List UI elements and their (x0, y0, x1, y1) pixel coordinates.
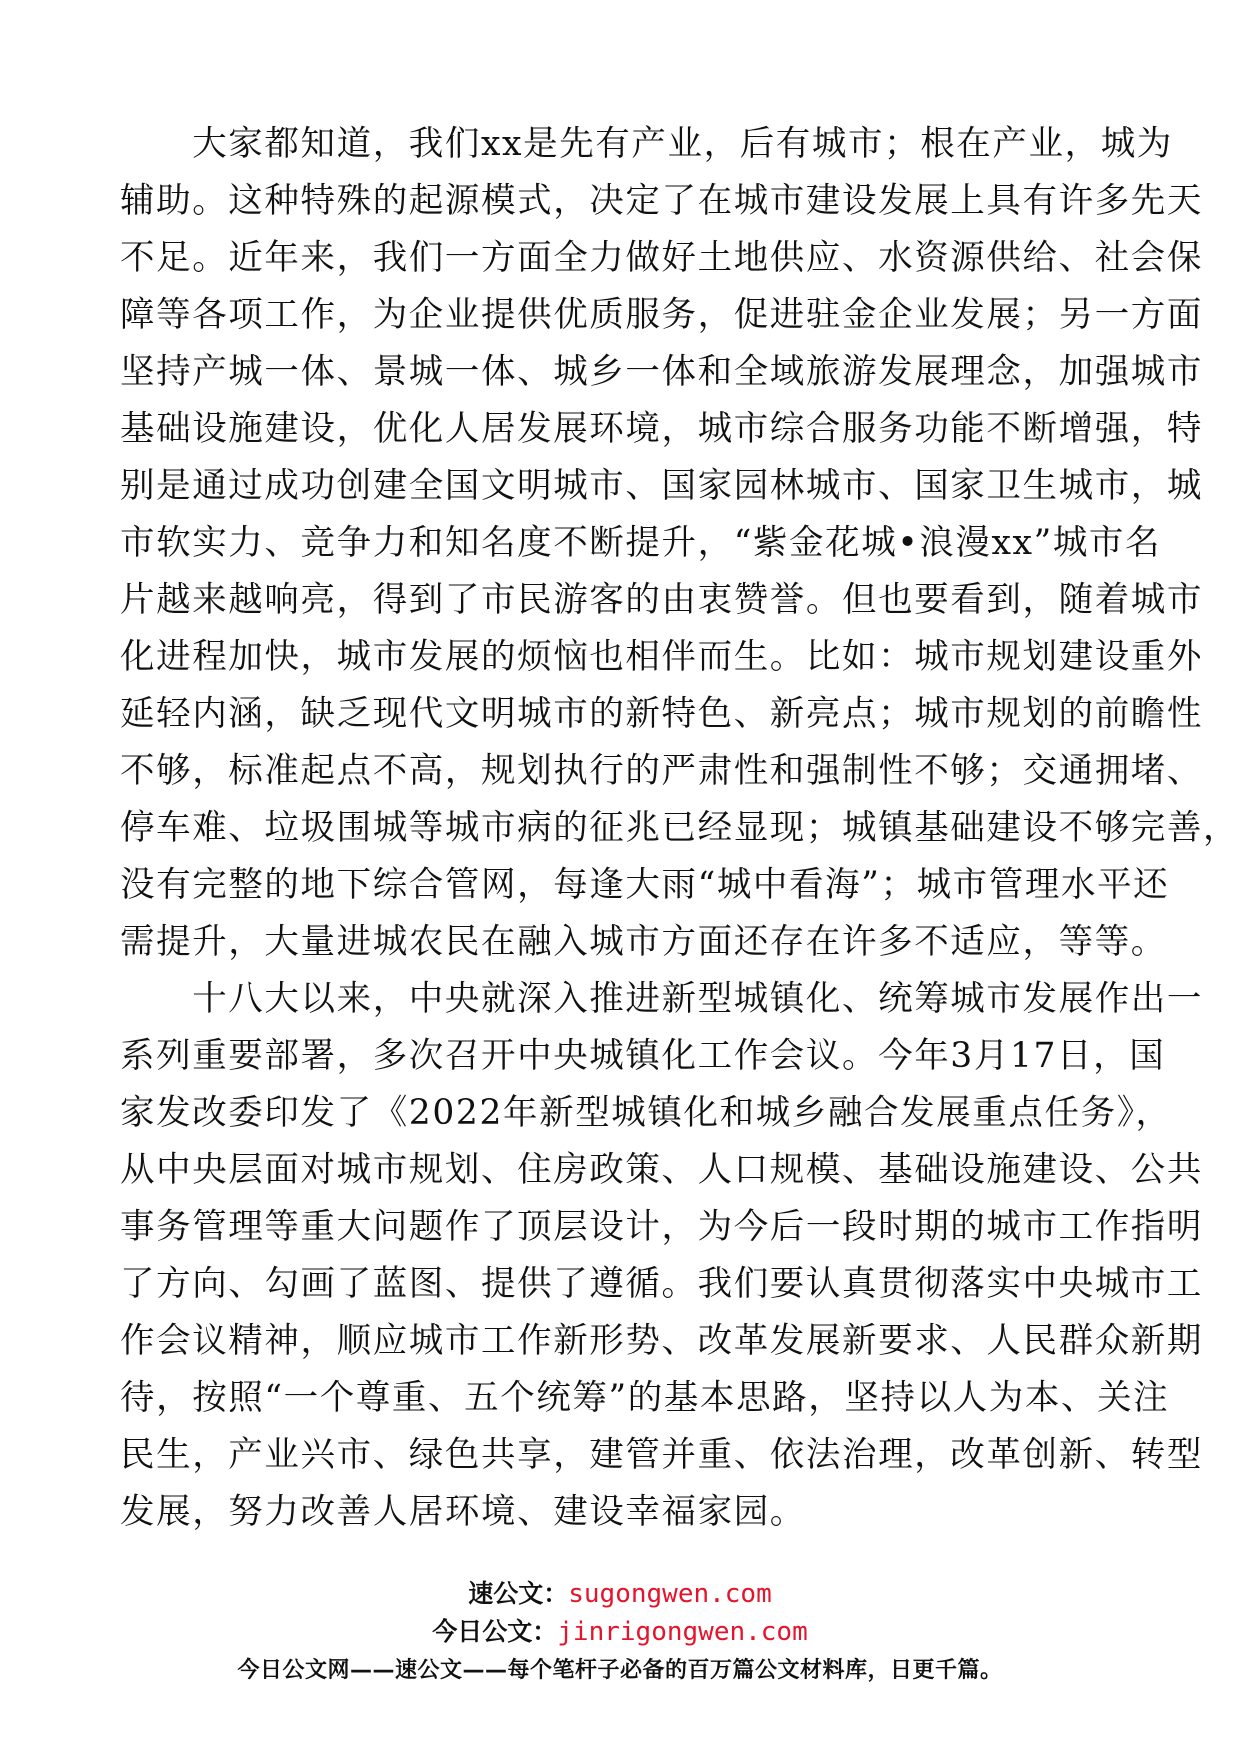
text-line: 没有完整的地下综合管网，每逢大雨“城中看海”；城市管理水平还 (120, 865, 1170, 905)
text-line: 十八大以来，中央就深入推进新型城镇化、统筹城市发展作出一 (120, 979, 1203, 1019)
text-line: 辅助。这种特殊的起源模式，决定了在城市建设发展上具有许多先天 (120, 181, 1203, 221)
text-line: 作会议精神，顺应城市工作新形势、改革发展新要求、人民群众新期 (120, 1321, 1203, 1361)
text-line: 化进程加快，城市发展的烦恼也相伴而生。比如：城市规划建设重外 (120, 637, 1203, 677)
text-line: 从中央层面对城市规划、住房政策、人口规模、基础设施建设、公共 (120, 1150, 1203, 1190)
text-line: 停车难、垃圾围城等城市病的征兆已经显现；城镇基础建设不够完善， (120, 808, 1240, 848)
text-line: 市软实力、竞争力和知名度不断提升，“紫金花城•浪漫xx”城市名 (120, 523, 1162, 563)
site-label: 速公文： (468, 1579, 569, 1608)
text-line: 民生，产业兴市、绿色共享，建管并重、依法治理，改革创新、转型 (120, 1435, 1203, 1475)
page-footer (0, 1575, 1240, 1691)
text-line: 家发改委印发了《2022年新型城镇化和城乡融合发展重点任务》， (120, 1093, 1172, 1133)
text-line: 障等各项工作，为企业提供优质服务，促进驻金企业发展；另一方面 (120, 295, 1203, 335)
text-line: 了方向、勾画了蓝图、提供了遵循。我们要认真贯彻落实中央城市工 (120, 1264, 1203, 1304)
text-line: 待，按照“一个尊重、五个统筹”的基本思路，坚持以人为本、关注 (120, 1378, 1170, 1418)
text-line: 大家都知道，我们xx是先有产业，后有城市；根在产业，城为 (120, 124, 1173, 164)
site-label: 今日公文： (432, 1617, 558, 1646)
text-line: 坚持产城一体、景城一体、城乡一体和全域旅游发展理念，加强城市 (120, 352, 1203, 392)
text-line: 不足。近年来，我们一方面全力做好土地供应、水资源供给、社会保 (120, 238, 1203, 278)
text-line: 别是通过成功创建全国文明城市、国家园林城市、国家卫生城市，城 (120, 466, 1203, 506)
text-line: 延轻内涵，缺乏现代文明城市的新特色、新亮点；城市规划的前瞻性 (120, 694, 1203, 734)
text-line: 基础设施建设，优化人居发展环境，城市综合服务功能不断增强，特 (120, 409, 1203, 449)
footer-slogan: 今日公文网——速公文——每个笔杆子必备的百万篇公文材料库，日更千篇。 (237, 1658, 1003, 1683)
document-body (120, 116, 1240, 1541)
text-line: 需提升，大量进城农民在融入城市方面还存在许多不适应，等等。 (120, 922, 1167, 962)
text-line: 不够，标准起点不高，规划执行的严肃性和强制性不够；交通拥堵、 (120, 751, 1203, 791)
site-line-jinrigongwen (0, 1613, 1240, 1651)
text-line: 事务管理等重大问题作了顶层设计，为今后一段时期的城市工作指明 (120, 1207, 1203, 1247)
text-line: 发展，努力改善人居环境、建设幸福家园。 (120, 1492, 806, 1532)
site-line-sugongwen (0, 1575, 1240, 1613)
site-link-sugongwen[interactable]: sugongwen.com (568, 1579, 772, 1609)
text-line: 片越来越响亮，得到了市民游客的由衷赞誉。但也要看到，随着城市 (120, 580, 1203, 620)
text-line: 系列重要部署，多次召开中央城镇化工作会议。今年3月17日，国 (120, 1036, 1166, 1076)
site-link-jinrigongwen[interactable]: jinrigongwen.com (557, 1617, 808, 1647)
